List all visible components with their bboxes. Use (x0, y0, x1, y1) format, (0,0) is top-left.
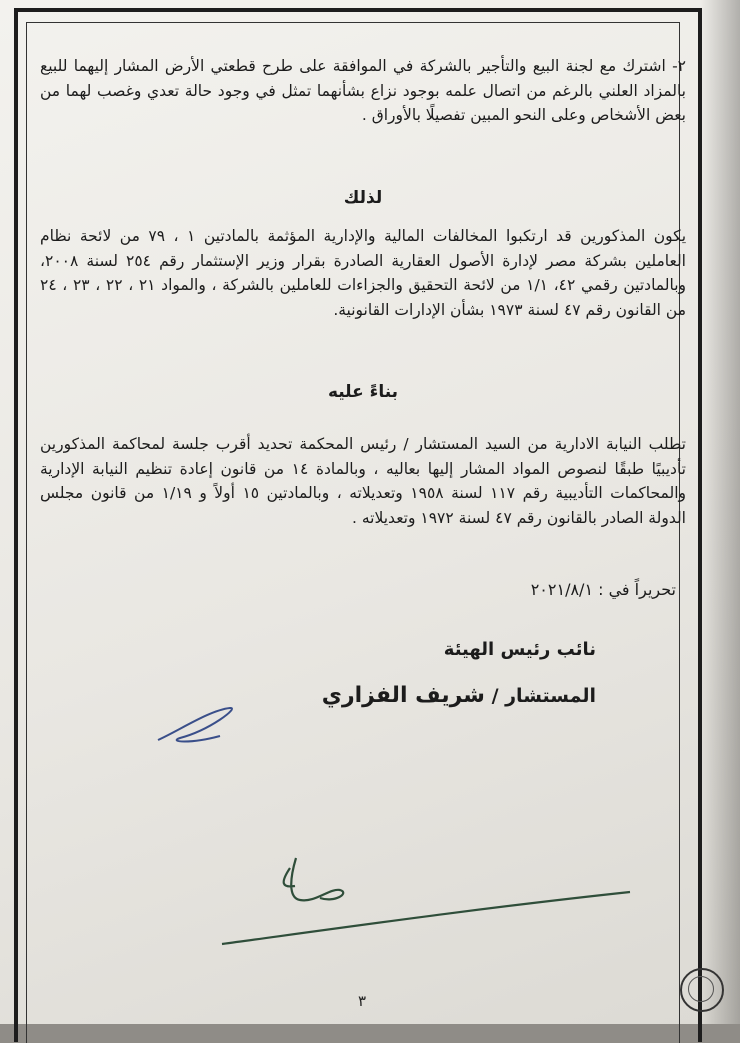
signatory-block (322, 684, 596, 709)
paragraph-charge-2: ٢- اشترك مع لجنة البيع والتأجير بالشركة في الموافقة على طرح قطعتي الأرض المشار إليهما للبيع بالمزاد العلني بالرغم من اتصال علمه بوجود نزاع بشأنهما تمثل في وجود حالة تعدي وغصب لهما من بعض الأشخاص وعلى النحو المبين تفصيلًا بالأوراق . (40, 57, 686, 124)
signatory-title: نائب رئيس الهيئة (443, 639, 596, 660)
paragraph-request: تطلب النيابة الادارية من السيد المستشار / رئيس المحكمة تحديد أقرب جلسة لمحاكمة المذكورين تأديبيًا طبقًا لنصوص المواد المشار إليها بعاليه ، وبالمادة ١٤ من قانون إعادة تنظيم النيابة الإدارية والمحاكمات التأديبية رقم ١١٧ لسنة ١٩٥٨ وتعديلاته ، وبالمادتين ١٥ أولاً و ١/١٩ من قانون مجلس الدولة الصادر بالقانون رقم ٤٧ لسنة ١٩٧٢ وتعديلاته . (40, 435, 686, 527)
paragraph-violations: يكون المذكورين قد ارتكبوا المخالفات المالية والإدارية المؤثمة بالمادتين ١ ، ٧٩ من لائحة نظام العاملين بشركة مصر لإدارة الأصول العقارية الصادرة بقرار وزير الإستثمار رقم ٢٥٤ لسنة ٢٠٠٨، وبالمادتين رقمي ٤٢، ١/١ من لائحة التحقيق والجزاءات للعاملين بالشركة ، والمواد ٢١ ، ٢٢ ، ٢٣ ، ٢٤ من القانون رقم ٤٧ لسنة ١٩٧٣ بشأن الإدارات القانونية. (40, 227, 687, 319)
issue-date: تحريراً في : ٢٠٢١/٨/١ (530, 580, 676, 599)
photo-edge-shadow (700, 0, 740, 1024)
heading-accordingly: بناءً عليه (327, 382, 399, 402)
signatory-name: شريف الفزاري (321, 683, 485, 708)
page-number: ٣ (358, 992, 367, 1010)
handwritten-signature-large (220, 848, 640, 958)
signatory-prefix: المستشار / (491, 685, 596, 707)
handwritten-signature-small (150, 690, 260, 760)
heading-therefore: لذلك (343, 188, 383, 208)
